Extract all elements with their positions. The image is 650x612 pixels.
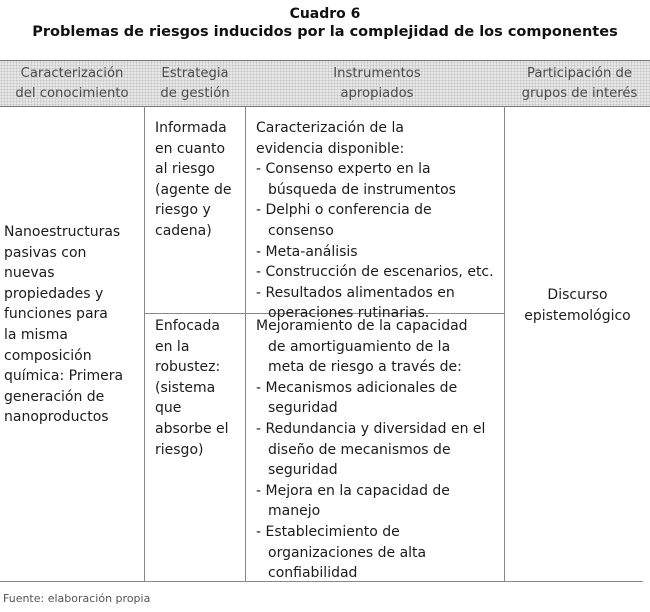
cell-line: Discurso [547, 287, 608, 303]
cell-line: meta de riesgo a través de: [268, 359, 462, 376]
cell-line: (agente de [155, 181, 232, 198]
header-participation [509, 64, 650, 104]
header-line: del conocimiento [15, 86, 129, 101]
cell-line: - Mecanismos adicionales de [256, 379, 458, 396]
cell-line: pasivas con [4, 244, 87, 261]
column-divider [504, 106, 505, 582]
cell-line: - Delphi o conferencia de [256, 202, 432, 219]
cell-line: cadena) [155, 222, 212, 239]
header-strategy [145, 64, 245, 104]
cell-line: nuevas [4, 265, 55, 282]
cell-instruments-evidence [256, 118, 504, 324]
column-divider [245, 106, 246, 582]
cell-knowledge-characterization [4, 222, 142, 428]
cell-line: diseño de mecanismos de [268, 441, 451, 458]
cell-line: nanoproductos [4, 409, 109, 426]
cell-line: - Construcción de escenarios, etc. [256, 264, 494, 281]
cell-line: - Mejora en la capacidad de [256, 482, 450, 499]
cell-line: seguridad [268, 400, 338, 417]
cell-line: riesgo) [155, 441, 204, 458]
cell-line: manejo [268, 503, 321, 520]
cell-line: Informada [155, 120, 227, 136]
cell-strategy-risk-informed [155, 118, 243, 242]
cell-line: - Meta-análisis [256, 243, 358, 260]
cell-line: la misma [4, 326, 68, 343]
cell-line: al riesgo [155, 161, 215, 178]
header-line: de gestión [160, 86, 230, 101]
header-line: Estrategia [161, 66, 229, 81]
header-line: Instrumentos [333, 66, 421, 81]
cell-line: que [155, 400, 182, 417]
cell-line: Mejoramiento de la capacidad [256, 318, 468, 334]
cell-line: confiabilidad [268, 565, 358, 582]
cell-line: organizaciones de alta [268, 544, 427, 561]
header-line: apropiados [340, 86, 414, 101]
cell-line: en la [155, 338, 190, 355]
column-divider [144, 106, 145, 582]
table-title: Problemas de riesgos inducidos por la complejidad de los componentes [32, 24, 618, 40]
cell-line: riesgo y [155, 202, 211, 219]
header-instruments [246, 64, 508, 104]
cell-line: composición [4, 347, 92, 364]
source-note: Fuente: elaboración propia [3, 592, 151, 605]
cell-line: seguridad [268, 462, 338, 479]
cell-line: evidencia disponible: [256, 140, 405, 157]
cell-line: robustez: [155, 359, 221, 376]
cell-line: propiedades y [4, 285, 104, 302]
cell-line: (sistema [155, 379, 216, 396]
cell-line: búsqueda de instrumentos [268, 181, 456, 198]
cell-line: epistemológico [524, 307, 631, 324]
header-knowledge [0, 64, 144, 104]
cell-line: Enfocada [155, 318, 220, 334]
table-number: Cuadro 6 [289, 6, 361, 22]
cell-participation [505, 285, 650, 326]
cell-line: - Redundancia y diversidad en el [256, 420, 486, 437]
cell-line: Caracterización de la [256, 120, 404, 136]
cell-line: Nanoestructuras [4, 224, 121, 240]
cell-line: en cuanto [155, 140, 226, 157]
cell-line: química: Primera [4, 368, 124, 385]
header-line: Caracterización [20, 66, 124, 81]
cell-line: - Resultados alimentados en [256, 284, 455, 301]
cell-instruments-buffering [256, 316, 504, 584]
cell-line: generación de [4, 388, 105, 405]
cell-line: absorbe el [155, 420, 229, 437]
header-line: Participación de [526, 66, 633, 81]
cell-line: - Consenso experto en la [256, 161, 431, 178]
cell-line: de amortiguamiento de la [268, 338, 451, 355]
cell-line: consenso [268, 222, 334, 239]
header-top-rule [0, 60, 650, 61]
cell-line: - Establecimiento de [256, 523, 400, 540]
header-bottom-rule [0, 106, 650, 107]
cell-line: operaciones rutinarias. [268, 305, 430, 322]
cell-strategy-robustness [155, 316, 243, 460]
header-line: grupos de interés [521, 86, 638, 101]
cell-line: funciones para [4, 306, 108, 323]
